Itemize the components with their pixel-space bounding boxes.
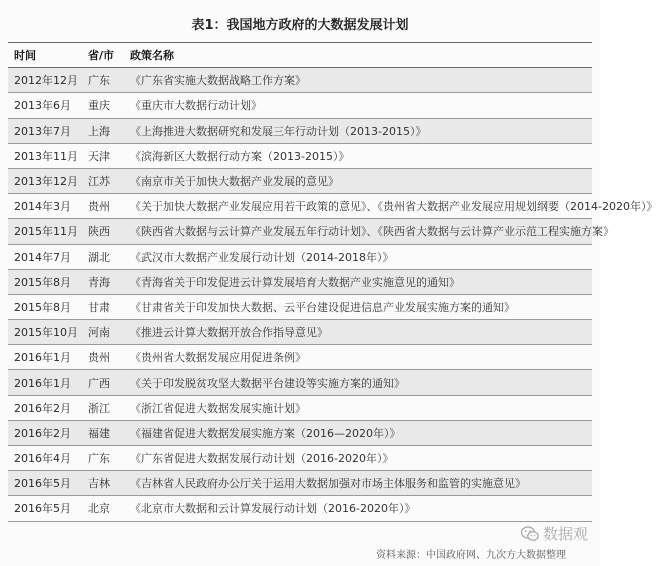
cell-province: 甘肃 xyxy=(88,300,110,314)
cell-province: 广东 xyxy=(88,74,110,88)
table-row xyxy=(8,320,592,345)
table-row xyxy=(8,68,592,93)
cell-province: 浙江 xyxy=(88,401,110,415)
cell-time: 2015年10月 xyxy=(14,326,78,340)
cell-policy-name: 《青海省关于印发促进云计算发展培育大数据产业实施意见的通知》 xyxy=(130,275,460,289)
cell-time: 2015年8月 xyxy=(14,300,71,314)
cell-policy-name: 《滨海新区大数据行动方案（2013-2015）》 xyxy=(130,149,350,163)
cell-policy-name: 《推进云计算大数据开放合作指导意见》 xyxy=(130,326,328,340)
header-row xyxy=(8,43,592,68)
source-note: 资料来源：中国政府网、九次方大数据整理 xyxy=(376,550,566,561)
cell-province: 贵州 xyxy=(88,200,110,214)
table-body xyxy=(8,68,657,521)
cell-time: 2013年7月 xyxy=(14,124,71,138)
cell-time: 2016年1月 xyxy=(14,376,71,390)
watermark-text: 数据观 xyxy=(542,525,588,543)
table-row xyxy=(8,168,592,193)
cell-time: 2015年11月 xyxy=(14,225,78,239)
table-header xyxy=(8,43,592,68)
cell-province: 北京 xyxy=(88,502,110,516)
cell-time: 2015年8月 xyxy=(14,275,71,289)
cell-policy-name: 《武汉市大数据产业发展行动计划（2014-2018年）》 xyxy=(130,250,394,264)
cell-province: 湖北 xyxy=(88,250,110,264)
cell-province: 河南 xyxy=(88,326,110,340)
cell-province: 福建 xyxy=(88,426,110,440)
cell-policy-name: 《甘肃省关于印发加快大数据、云平台建设促进信息产业发展实施方案的通知》 xyxy=(130,300,515,314)
cell-policy-name: 《重庆市大数据行动计划》 xyxy=(130,99,262,113)
cell-policy-name: 《陕西省大数据与云计算产业发展五年行动计划》、《陕西省大数据与云计算产业示范工程实施方案》 xyxy=(130,225,614,239)
table-row xyxy=(8,446,592,471)
table-row xyxy=(8,93,592,118)
cell-time: 2013年6月 xyxy=(14,99,71,113)
table-row xyxy=(8,420,592,445)
table-title: 表1：我国地方政府的大数据发展计划 xyxy=(191,18,409,33)
cell-province: 天津 xyxy=(88,149,110,163)
header-policy-name: 政策名称 xyxy=(130,49,174,63)
table-row xyxy=(8,194,592,219)
cell-province: 陕西 xyxy=(88,225,110,239)
header-province: 省/市 xyxy=(88,49,115,63)
cell-policy-name: 《上海推进大数据研究和发展三年行动计划（2013-2015）》 xyxy=(130,124,427,138)
table-row xyxy=(8,269,592,294)
cell-time: 2013年12月 xyxy=(14,175,78,189)
cell-policy-name: 《福建省促进大数据发展实施方案（2016—2020年）》 xyxy=(130,426,401,440)
table-row xyxy=(8,496,592,521)
cell-time: 2014年3月 xyxy=(14,200,71,214)
cell-time: 2012年12月 xyxy=(14,74,78,88)
wechat-icon xyxy=(521,526,539,542)
cell-time: 2016年4月 xyxy=(14,452,71,466)
cell-province: 青海 xyxy=(88,275,110,289)
table-row xyxy=(8,395,592,420)
header-time: 时间 xyxy=(14,49,36,63)
cell-province: 吉林 xyxy=(88,477,110,491)
cell-province: 广东 xyxy=(88,452,110,466)
cell-policy-name: 《吉林省人民政府办公厅关于运用大数据加强对市场主体服务和监管的实施意见》 xyxy=(130,477,526,491)
cell-policy-name: 《南京市关于加快大数据产业发展的意见》 xyxy=(130,175,339,189)
cell-policy-name: 《贵州省大数据发展应用促进条例》 xyxy=(130,351,306,365)
cell-policy-name: 《关于加快大数据产业发展应用若干政策的意见》、《贵州省大数据产业发展应用规划纲要（2014-2020年）》 xyxy=(130,200,657,214)
table-row xyxy=(8,143,592,168)
table-row xyxy=(8,219,592,244)
table-row xyxy=(8,118,592,143)
cell-policy-name: 《广东省实施大数据战略工作方案》 xyxy=(130,74,306,88)
table-row xyxy=(8,294,592,319)
cell-policy-name: 《关于印发脱贫攻坚大数据平台建设等实施方案的通知》 xyxy=(130,376,405,390)
cell-time: 2016年1月 xyxy=(14,351,71,365)
cell-policy-name: 《浙江省促进大数据发展实施计划》 xyxy=(130,401,306,415)
cell-time: 2014年7月 xyxy=(14,250,71,264)
cell-province: 贵州 xyxy=(88,351,110,365)
cell-time: 2016年5月 xyxy=(14,477,71,491)
table-row xyxy=(8,345,592,370)
cell-time: 2016年2月 xyxy=(14,426,71,440)
cell-policy-name: 《北京市大数据和云计算发展行动计划（2016-2020年）》 xyxy=(130,502,416,516)
cell-province: 广西 xyxy=(88,376,110,390)
cell-time: 2016年5月 xyxy=(14,502,71,516)
cell-province: 重庆 xyxy=(88,99,110,113)
cell-province: 上海 xyxy=(88,124,110,138)
table-row xyxy=(8,471,592,496)
cell-policy-name: 《广东省促进大数据发展行动计划（2016-2020年）》 xyxy=(130,452,394,466)
table-row xyxy=(8,370,592,395)
cell-time: 2013年11月 xyxy=(14,149,78,163)
cell-time: 2016年2月 xyxy=(14,401,71,415)
table-row xyxy=(8,244,592,269)
cell-province: 江苏 xyxy=(88,175,110,189)
watermark xyxy=(521,523,588,544)
policy-table xyxy=(8,42,657,522)
